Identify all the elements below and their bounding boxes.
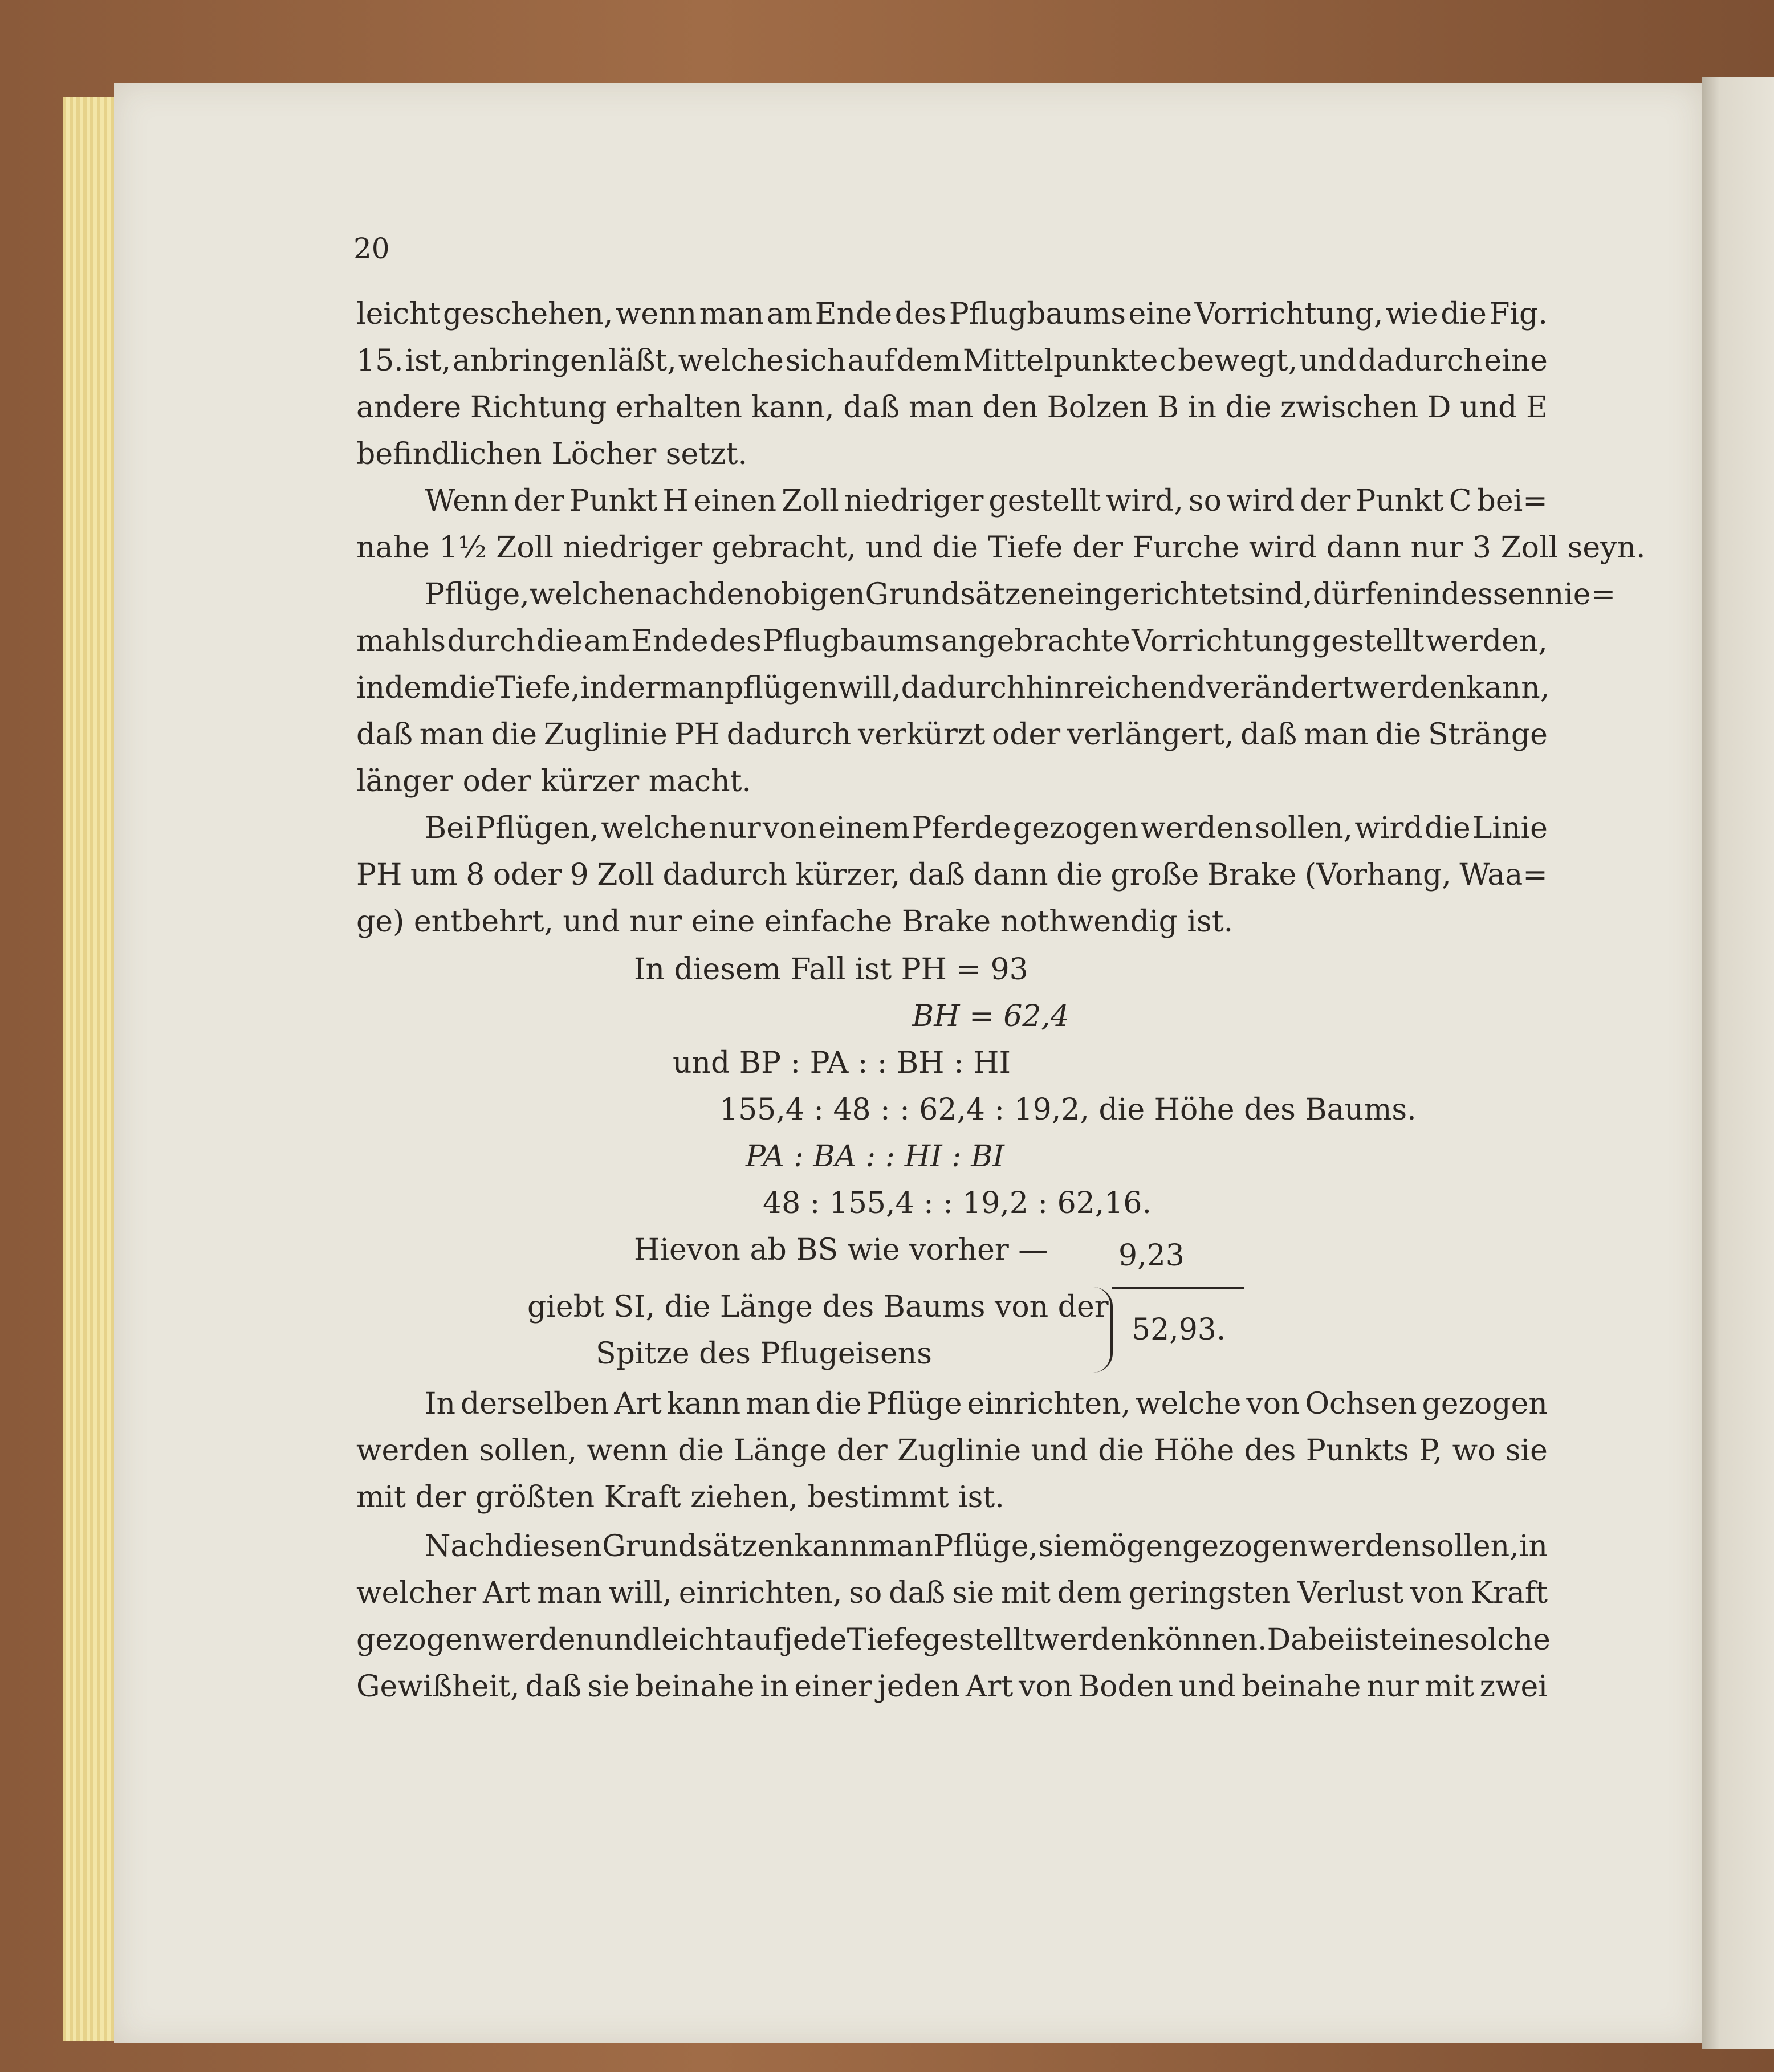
word: des (709, 624, 762, 658)
word: können. (1146, 1623, 1267, 1657)
word: mit (1424, 1670, 1474, 1704)
word: sollen, (479, 1434, 577, 1468)
word: Punkts (1305, 1434, 1409, 1468)
word: angebrachte (941, 624, 1130, 658)
word: welcher (356, 1576, 477, 1610)
text-line (356, 1617, 1551, 1663)
word: Bei (425, 811, 474, 845)
word: und (1299, 344, 1357, 378)
text-line: mit der größten Kraft ziehen, bestimmt ist. (356, 1480, 1004, 1515)
word: 15. (356, 344, 404, 378)
word: gestellt (988, 484, 1101, 518)
word: des (894, 297, 947, 331)
word: den (707, 577, 763, 612)
word: Höhe (1154, 1434, 1235, 1468)
word: nur (708, 811, 761, 845)
calc-line: PA : BA : : HI : BI (746, 1139, 1004, 1174)
word: die (1225, 390, 1272, 425)
calc-line: giebt SI, die Länge des Baums von der (527, 1290, 1109, 1324)
word: und (1031, 1434, 1088, 1468)
word: Bolzen (1047, 390, 1149, 425)
word: gezogen (1012, 811, 1138, 845)
word: ist (1354, 1623, 1391, 1657)
word: 9 (569, 858, 589, 892)
word: welche (1136, 1387, 1242, 1421)
text-line (356, 1523, 1548, 1570)
word: der (608, 671, 660, 705)
word: geschehen, (443, 297, 613, 331)
word: man (868, 1529, 933, 1564)
word: man (699, 297, 764, 331)
sum-rule (1112, 1287, 1244, 1289)
brace (1093, 1287, 1113, 1373)
word: werden (356, 1434, 469, 1468)
word: die (815, 1387, 862, 1421)
text-line (356, 384, 1548, 431)
word: Punkt (1356, 484, 1444, 518)
word: bei= (1476, 484, 1548, 518)
word: Grundsätzen (865, 577, 1057, 612)
word: werden (1308, 1529, 1421, 1564)
word: sollen, (1255, 811, 1353, 845)
word: Ende (631, 624, 709, 658)
word: leicht (356, 297, 441, 331)
word: auf (847, 344, 896, 378)
word: dadurch (901, 671, 1026, 705)
word: kann (794, 1529, 868, 1564)
word: Pflüge, (933, 1529, 1039, 1564)
word: eine (1484, 344, 1548, 378)
word: eingerichtet (1057, 577, 1241, 612)
text-line (356, 291, 1548, 337)
word: oder (991, 718, 1061, 752)
word: Art (965, 1670, 1014, 1704)
word: am (584, 624, 630, 658)
word: Ende (815, 297, 893, 331)
word: Fig. (1489, 297, 1548, 331)
word: wird (1226, 484, 1295, 518)
facing-page-edge (1702, 77, 1774, 2049)
word: werden (1140, 811, 1253, 845)
word: kann, (1466, 671, 1550, 705)
calc-line: 155,4 : 48 : : 62,4 : 19,2, die Höhe des Baums. (719, 1093, 1417, 1127)
word: Boden (1078, 1670, 1174, 1704)
word: daß (356, 718, 413, 752)
word: man (908, 390, 974, 425)
word: durch (447, 624, 535, 658)
word: der (514, 484, 564, 518)
word: Brake (1207, 858, 1297, 892)
word: D (1427, 390, 1451, 425)
word: zwei (1479, 1670, 1548, 1704)
word: solche (1454, 1623, 1551, 1657)
calc-line: und BP : PA : : BH : HI (673, 1046, 1011, 1080)
word: beinahe (635, 1670, 755, 1704)
word: Pflugbaums (949, 297, 1126, 331)
calc-line: In diesem Fall ist PH = 93 (634, 952, 1028, 987)
word: mahls (356, 624, 446, 658)
word: Länge (734, 1434, 827, 1468)
word: werden (1034, 1623, 1147, 1657)
word: Grundsätzen (602, 1529, 795, 1564)
word: von (762, 811, 817, 845)
word: oder (493, 858, 562, 892)
word: in (580, 671, 609, 705)
word: verlängert, (1067, 718, 1234, 752)
word: kürzer, (795, 858, 901, 892)
word: indem (356, 671, 450, 705)
word: Pferde (912, 811, 1011, 845)
word: anbringen (452, 344, 607, 378)
word: werden (482, 1623, 595, 1657)
word: sie (1038, 1529, 1081, 1564)
word: Pflüge (866, 1387, 962, 1421)
word: mit (1001, 1576, 1051, 1610)
text-line: befindlichen Löcher setzt. (356, 437, 747, 471)
text-line (356, 1381, 1548, 1427)
word: der (1300, 484, 1351, 518)
word: dem (1057, 1576, 1122, 1610)
text-line: nahe 1½ Zoll niedriger gebracht, und die Tiefe der Furche wird dann nur 3 Zoll seyn. (356, 531, 1646, 565)
word: diesen (504, 1529, 603, 1564)
word: Vorrichtung, (1194, 297, 1384, 331)
text-line (356, 1427, 1548, 1474)
word: B (1157, 390, 1179, 425)
word: große (1110, 858, 1199, 892)
word: Zuglinie (897, 1434, 1022, 1468)
word: sie (587, 1670, 630, 1704)
word: indessen (1412, 577, 1545, 612)
word: beinahe (1242, 1670, 1361, 1704)
word: Tiefe, (495, 671, 580, 705)
word: Waa= (1459, 858, 1548, 892)
word: Punkt (569, 484, 658, 518)
word: einrichten, (678, 1576, 843, 1610)
word: daß (843, 390, 900, 425)
word: verändert (1206, 671, 1354, 705)
word: 8 (466, 858, 485, 892)
text-line: ge) entbehrt, und nur eine einfache Brake nothwendig ist. (356, 905, 1234, 939)
word: von (1246, 1387, 1300, 1421)
word: einem (818, 811, 910, 845)
word: man (537, 1576, 603, 1610)
word: man (659, 671, 725, 705)
word: daß (889, 1576, 946, 1610)
word: Wenn (425, 484, 508, 518)
text-line (356, 1570, 1548, 1617)
word: gezogen (356, 1623, 482, 1657)
word: eine (1391, 1623, 1455, 1657)
word: nie= (1544, 577, 1616, 612)
calc-line: Spitze des Pflugeisens (596, 1337, 932, 1371)
text-line (356, 1663, 1548, 1710)
word: H (662, 484, 689, 518)
word: nur (1366, 1670, 1419, 1704)
calc-line: BH = 62,4 (912, 999, 1069, 1033)
word: dadurch (662, 858, 788, 892)
word: Pflüge, (425, 577, 530, 612)
word: Tiefe (847, 1623, 922, 1657)
word: Zuglinie (543, 718, 668, 752)
word: Linie (1472, 811, 1548, 845)
word: bewegt, (1178, 344, 1298, 378)
calc-value: 9,23 (1118, 1239, 1185, 1273)
word: gezogen (1422, 1387, 1548, 1421)
word: Art (614, 1387, 662, 1421)
word: In (425, 1387, 456, 1421)
word: die (1424, 811, 1471, 845)
word: so (1188, 484, 1222, 518)
word: Pflügen, (475, 811, 600, 845)
word: in (1519, 1529, 1548, 1564)
word: des (1244, 1434, 1296, 1468)
word: niedriger (844, 484, 984, 518)
word: die (491, 718, 538, 752)
word: will, (837, 671, 901, 705)
word: Pflugbaums (763, 624, 940, 658)
word: andere (356, 390, 462, 425)
word: kann, (751, 390, 835, 425)
word: von (1410, 1576, 1464, 1610)
word: am (766, 297, 813, 331)
word: so (849, 1576, 882, 1610)
word: die (1056, 858, 1102, 892)
word: derselben (460, 1387, 609, 1421)
word: obigen (763, 577, 865, 612)
word: auf (735, 1623, 784, 1657)
word: sie (952, 1576, 995, 1610)
word: jede (783, 1623, 847, 1657)
word: man (1303, 718, 1369, 752)
word: leicht (652, 1623, 736, 1657)
word: geringsten (1129, 1576, 1291, 1610)
text-line (356, 665, 1548, 711)
word: werden, (1425, 624, 1548, 658)
word: wenn (587, 1434, 668, 1468)
word: dürfen (1312, 577, 1413, 612)
word: kann (666, 1387, 741, 1421)
word: mögen (1080, 1529, 1182, 1564)
word: Gewißheit, (356, 1670, 520, 1704)
word: daß (525, 1670, 582, 1704)
word: C (1449, 484, 1472, 518)
word: Vorrichtung (1132, 624, 1311, 658)
calc-line: Hievon ab BS wie vorher — (634, 1233, 1048, 1267)
word: gestellt (922, 1623, 1035, 1657)
word: nach (635, 577, 708, 612)
word: Nach (425, 1529, 504, 1564)
word: wie (1385, 297, 1438, 331)
word: daß (1240, 718, 1297, 752)
word: dadurch (726, 718, 852, 752)
word: dann (973, 858, 1048, 892)
word: P, (1419, 1434, 1443, 1468)
word: von (1019, 1670, 1073, 1704)
text-line: länger oder kürzer macht. (356, 764, 752, 799)
word: erhalten (616, 390, 742, 425)
word: in (760, 1670, 789, 1704)
text-line (356, 852, 1548, 898)
word: Dabei (1267, 1623, 1354, 1657)
word: den (982, 390, 1038, 425)
word: eine (1128, 297, 1193, 331)
word: die (678, 1434, 724, 1468)
calc-result: 52,93. (1132, 1313, 1226, 1347)
word: die (1375, 718, 1422, 752)
word: verkürzt (858, 718, 986, 752)
word: die (1441, 297, 1487, 331)
word: zwischen (1280, 390, 1419, 425)
word: gezogen (1182, 1529, 1308, 1564)
word: daß (908, 858, 965, 892)
word: man (419, 718, 485, 752)
word: jeden (877, 1670, 961, 1704)
word: in (1187, 390, 1217, 425)
text-line (356, 618, 1548, 665)
word: Zoll (782, 484, 839, 518)
word: und (1460, 390, 1517, 425)
word: c (1159, 344, 1177, 378)
word: dadurch (1357, 344, 1483, 378)
word: dem (896, 344, 962, 378)
word: Zoll (597, 858, 654, 892)
word: Art (483, 1576, 531, 1610)
text-line (356, 805, 1548, 852)
word: die (536, 624, 583, 658)
word: Kraft (1471, 1576, 1548, 1610)
word: sind, (1240, 577, 1313, 612)
word: welche (678, 344, 784, 378)
word: man (746, 1387, 811, 1421)
word: und (1178, 1670, 1236, 1704)
word: ist, (405, 344, 451, 378)
word: wo (1452, 1434, 1496, 1468)
word: um (410, 858, 458, 892)
word: will, (608, 1576, 672, 1610)
calc-line: 48 : 155,4 : : 19,2 : 62,16. (763, 1186, 1152, 1220)
text-line (356, 478, 1548, 524)
word: sich (785, 344, 846, 378)
page-edges (63, 97, 120, 2041)
word: einer (794, 1670, 872, 1704)
word: sollen, (1421, 1529, 1519, 1564)
word: die (449, 671, 496, 705)
word: wenn (615, 297, 697, 331)
word: der (836, 1434, 888, 1468)
word: PH (356, 858, 402, 892)
word: PH (674, 718, 720, 752)
word: einen (693, 484, 776, 518)
word: welche (601, 811, 707, 845)
text-line (356, 571, 1616, 618)
word: Mittelpunkte (962, 344, 1158, 378)
word: E (1526, 390, 1548, 425)
text-line (356, 337, 1548, 384)
word: welche (529, 577, 636, 612)
word: werden (1353, 671, 1467, 705)
word: Verlust (1297, 1576, 1404, 1610)
word: Ochsen (1305, 1387, 1417, 1421)
word: pflügen (724, 671, 838, 705)
word: Richtung (470, 390, 607, 425)
word: wird (1354, 811, 1423, 845)
text-line (356, 711, 1548, 758)
word: und (595, 1623, 652, 1657)
word: wird, (1106, 484, 1183, 518)
word: sie (1505, 1434, 1548, 1468)
word: (Vorhang, (1304, 858, 1451, 892)
word: hinreichend (1026, 671, 1206, 705)
word: einrichten, (967, 1387, 1131, 1421)
word: gestellt (1312, 624, 1425, 658)
word: die (1098, 1434, 1144, 1468)
page-number: 20 (353, 232, 390, 265)
word: läßt, (608, 344, 677, 378)
word: Stränge (1427, 718, 1548, 752)
